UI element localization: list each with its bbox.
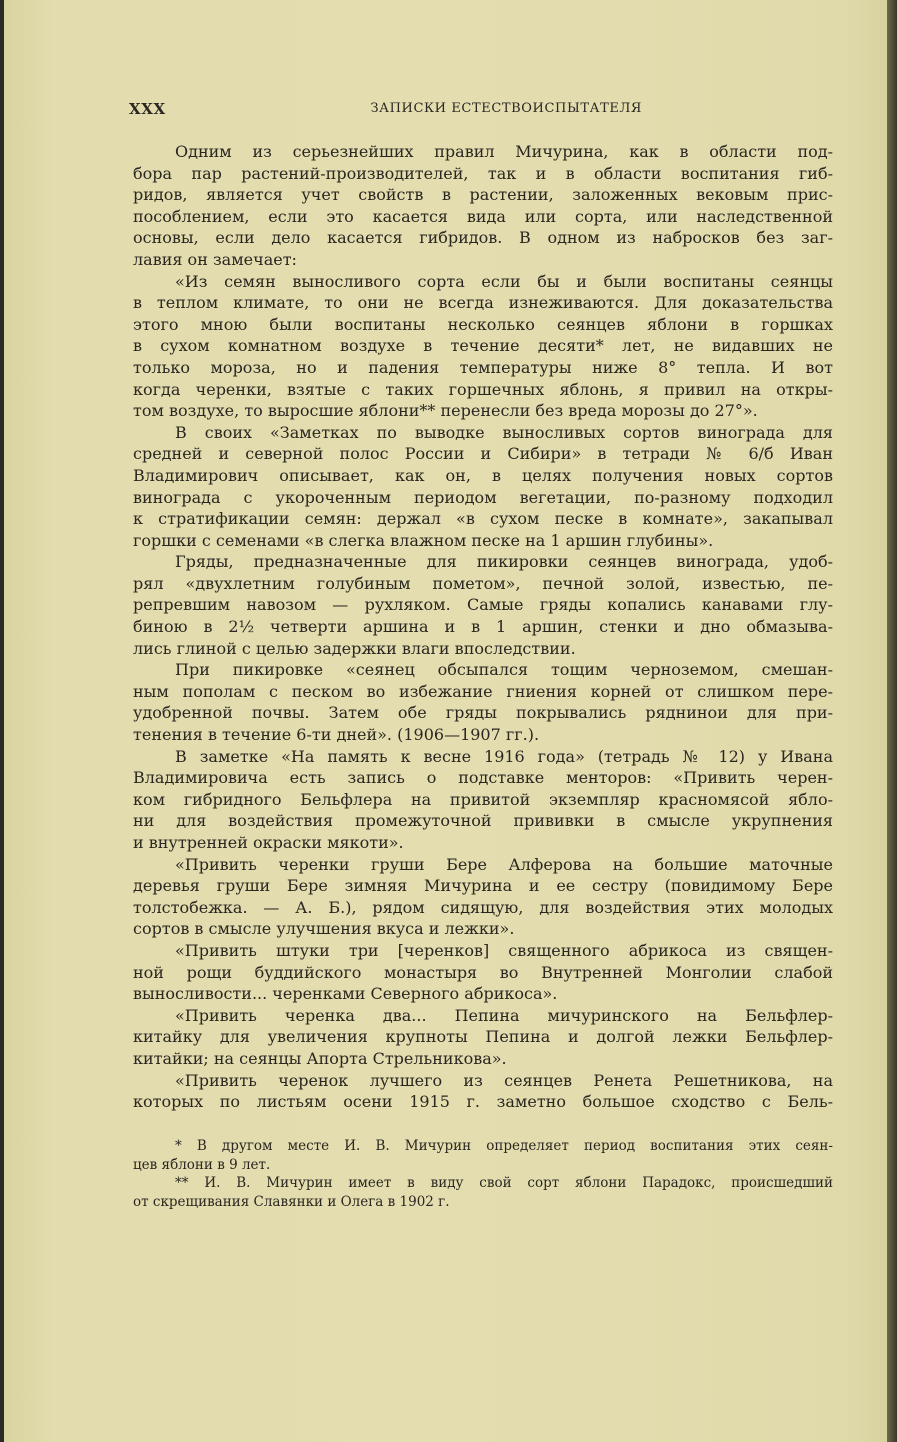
paragraph bbox=[133, 141, 833, 271]
page-number: XXX bbox=[129, 100, 166, 118]
footnote bbox=[133, 1137, 833, 1174]
paragraph-line: ни для воздействия промежуточной прививки в смысле укрупнения bbox=[133, 811, 833, 831]
scan-edge-right bbox=[887, 0, 897, 1442]
paragraph bbox=[133, 659, 833, 745]
running-header bbox=[129, 100, 642, 118]
paragraph-line: винограда с укороченным периодом вегетации, по-разному подходил bbox=[133, 487, 833, 507]
paragraph-line: толстобежка. — А. Б.), рядом сидящую, для воздействия этих молодых bbox=[133, 897, 833, 917]
paragraph-line: китайки; на сеянцы Апорта Стрельникова». bbox=[133, 1048, 507, 1068]
paragraph-line: репревшим навозом — рухляком. Самые гряды копались канавами глу- bbox=[133, 595, 833, 615]
paragraph bbox=[133, 854, 833, 940]
paragraph-line: рял «двухлетним голубиным пометом», печной золой, известью, пе- bbox=[133, 573, 833, 593]
paragraph bbox=[133, 746, 833, 854]
paragraph-line: которых по листьям осени 1915 г. заметно большое сходство с Бель- bbox=[133, 1092, 833, 1112]
paragraph-line: только мороза, но и падения температуры ниже 8° тепла. И вот bbox=[133, 357, 833, 377]
paragraph-line: ным пополам с песком во избежание гниения корней от слишком пере- bbox=[133, 681, 833, 701]
paragraph-line: Владимировича есть запись о подставке менторов: «Привить черен- bbox=[133, 768, 833, 788]
paragraph-line: В своих «Заметках по выводке выносливых сортов винограда для bbox=[175, 422, 833, 442]
paragraph-line: «Привить штуки три [черенков] священного абрикоса из священ- bbox=[175, 940, 833, 960]
paragraph-line: горшки с семенами «в слегка влажном песке на 1 аршин глубины». bbox=[133, 530, 714, 550]
paragraph bbox=[133, 422, 833, 552]
paragraph-line: деревья груши Бере зимняя Мичурина и ее сестру (повидимому Бере bbox=[133, 876, 833, 896]
paragraph-line: этого мною были воспитаны несколько сеянцев яблони в горшках bbox=[133, 314, 833, 334]
footnotes bbox=[133, 1137, 833, 1211]
paragraph-line: ной рощи буддийского монастыря во Внутренней Монголии слабой bbox=[133, 962, 833, 982]
paragraph-line: биною в 2½ четверти аршина и в 1 аршин, стенки и дно обмазыва- bbox=[133, 617, 833, 637]
paragraph-line: и внутренней окраски мякоти». bbox=[133, 833, 404, 852]
paragraph-line: когда черенки, взятые с таких горшечных яблонь, я привил на откры- bbox=[133, 379, 833, 399]
paragraph bbox=[133, 1070, 833, 1113]
paragraph-line: В заметке «На память к весне 1916 года» (тетрадь № 12) у Ивана bbox=[175, 746, 833, 766]
paragraph bbox=[133, 551, 833, 659]
paragraph-line: средней и северной полос России и Сибири» в тетради № 6/б Иван bbox=[133, 444, 833, 464]
footnote-line: ** И. В. Мичурин имеет в виду свой сорт яблони Парадокс, происшедший bbox=[175, 1175, 833, 1191]
paragraph-line: в теплом климате, то они не всегда изнеживаются. Для доказательства bbox=[133, 293, 833, 313]
paragraph bbox=[133, 940, 833, 1005]
running-title: ЗАПИСКИ ЕСТЕСТВОИСПЫТАТЕЛЯ bbox=[370, 101, 642, 116]
paragraph-line: основы, если дело касается гибридов. В одном из набросков без заг- bbox=[133, 228, 833, 248]
paragraph bbox=[133, 271, 833, 422]
paragraph-line: лись глиной с целью задержки влаги впоследствии. bbox=[133, 638, 576, 658]
body-text bbox=[133, 141, 833, 1113]
scan-edge-left bbox=[0, 0, 4, 1442]
paragraph bbox=[133, 1005, 833, 1070]
paragraph-line: удобренной почвы. Затем обе гряды покрывались ряднинои для при- bbox=[133, 703, 833, 723]
paragraph-line: «Привить черенка два... Пепина мичуринского на Бельфлер- bbox=[175, 1005, 833, 1025]
paragraph-line: пособлением, если это касается вида или сорта, или наследственной bbox=[133, 206, 833, 226]
paragraph-line: тенения в течение 6-ти дней». (1906—1907 гг.). bbox=[133, 725, 540, 745]
footnote-line: цев яблони в 9 лет. bbox=[133, 1156, 271, 1173]
paragraph-line: выносливости... черенками Северного абрикоса». bbox=[133, 984, 558, 1004]
footnote-line: от скрещивания Славянки и Олега в 1902 г. bbox=[133, 1193, 450, 1210]
paragraph-line: «Привить черенок лучшего из сеянцев Ренета Решетникова, на bbox=[175, 1070, 833, 1090]
paragraph-line: «Из семян выносливого сорта если бы и были воспитаны сеянцы bbox=[175, 271, 833, 291]
paragraph-line: китайку для увеличения крупноты Пепина и долгой лежки Бельфлер- bbox=[133, 1027, 833, 1047]
paragraph-line: к стратификации семян: держал «в сухом песке в комнате», закапывал bbox=[133, 509, 833, 529]
paragraph-line: в сухом комнатном воздухе в течение десяти* лет, не видавших не bbox=[133, 336, 833, 356]
paragraph-line: ридов, является учет свойств в растении, заложенных вековым прис- bbox=[133, 185, 833, 205]
paragraph-line: лавия он замечает: bbox=[133, 249, 297, 269]
paragraph-line: Одним из серьезнейших правил Мичурина, как в области под- bbox=[175, 142, 833, 161]
paragraph-line: том воздухе, то выросшие яблони** перенесли без вреда морозы до 27°». bbox=[133, 401, 758, 421]
paragraph-line: «Привить черенки груши Бере Алферова на большие маточные bbox=[175, 854, 833, 874]
paragraph-line: сортов в смысле улучшения вкуса и лежки». bbox=[133, 919, 515, 939]
paragraph-line: При пикировке «сеянец обсыпался тощим черноземом, смешан- bbox=[175, 660, 833, 680]
paragraph-line: бора пар растений-производителей, так и в области воспитания гиб- bbox=[133, 163, 833, 183]
paragraph-line: Гряды, предназначенные для пикировки сеянцев винограда, удоб- bbox=[175, 552, 833, 572]
footnote bbox=[133, 1174, 833, 1211]
paragraph-line: ком гибридного Бельфлера на привитой экземпляр красномясой яблo- bbox=[133, 789, 833, 809]
footnote-line: * В другом месте И. В. Мичурин определяет период воспитания этих сеян- bbox=[175, 1138, 833, 1154]
paragraph-line: Владимирович описывает, как он, в целях получения новых сортов bbox=[133, 465, 833, 485]
